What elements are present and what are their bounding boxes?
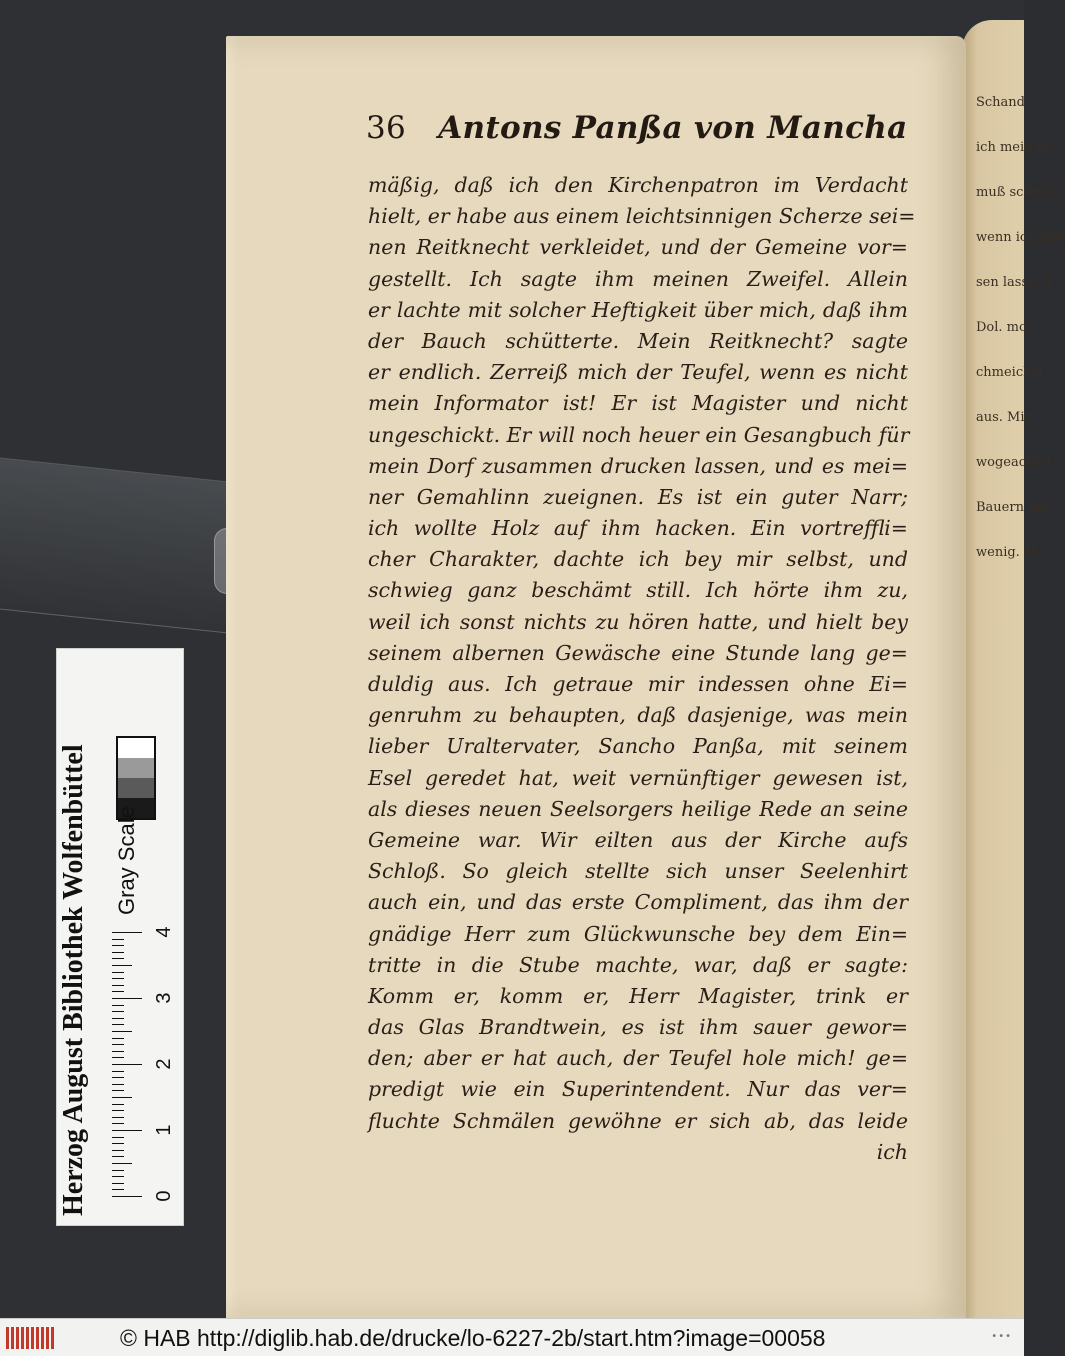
ruler-tick [112,1170,124,1171]
text-line: der Bauch schütterte. Mein Reitknecht? sagte [368,328,908,353]
ruler-tick [112,1077,124,1078]
running-title: Antons Panßa von Mancha [438,110,908,146]
ruler-tick [112,965,132,966]
text-line: gnädige Herr zum Glückwunsche bey dem Ein= [368,921,908,946]
text-line: duldig aus. Ich getraue mir indessen ohne Ei= [368,672,908,696]
facing-fragment: Dol. mot [976,320,1033,335]
page-number: 36 [366,110,407,146]
ruler-tick [112,945,124,946]
text-line: nen Reitknecht verkleidet, und der Gemeine vor= [368,235,908,260]
facing-fragment: sen lasse, d [976,275,1053,290]
text-line: Gemeine war. Wir eilten aus der Kirche aufs [368,827,908,852]
ruler-tick [112,1183,124,1184]
text-line: lieber Uraltervater, Sancho Panßa, mit seinem [368,734,908,759]
facing-fragment: Bauern als [976,500,1047,515]
page-body-text [368,170,916,1168]
ruler-number: 3 [153,992,175,1004]
text-line: auch ein, und das erste Compliment, das ihm der [368,890,908,915]
text-line: er endlich. Zerreiß mich der Teufel, wenn es nicht [368,360,908,385]
ruler-tick [112,1084,124,1085]
text-line: mein Informator ist! Er ist Magister und nicht [368,391,908,416]
hab-logo-icon [6,1327,106,1349]
facing-fragment: wogeachtet [976,455,1053,470]
ruler-tick [112,1071,124,1072]
ruler-tick [112,1110,124,1111]
text-line: Schloß. So gleich stellte sich unser Seelenhirt [368,859,908,884]
gauge-title: Herzog August Bibliothek Wolfenbüttel [58,744,89,1216]
text-line: genruhm zu behaupten, daß dasjenige, was mein [368,703,908,728]
ruler-tick [112,1057,124,1058]
ruler-tick [112,1189,124,1190]
ruler-tick [112,1196,142,1197]
text-line: predigt wie ein Superintendent. Nur das ver= [368,1077,908,1102]
gray-scale-label: Gray Scale [114,806,139,915]
text-line: mäßig, daß ich den Kirchenpatron im Verdacht [368,173,908,197]
text-line: er lachte mit solcher Heftigkeit über mich, daß ihm [368,297,908,322]
ruler-tick [112,1143,124,1144]
text-line: seinem albernen Gewäsche eine Stunde lang ge= [368,640,908,665]
text-line: tritte in die Stube machte, war, daß er sagte: [368,952,908,977]
ruler-tick [112,1117,124,1118]
ruler-tick [112,939,124,940]
ruler-tick [112,1011,124,1012]
ruler-tick [112,1005,124,1006]
book-stand-glass [0,457,238,634]
ruler-tick [112,1064,142,1065]
cm-ruler [112,920,175,1202]
ruler-tick [112,1031,132,1032]
running-header [366,110,926,160]
ruler-tick [112,1156,124,1157]
ruler-tick [112,1024,124,1025]
text-line: weil ich sonst nichts zu hören hatte, und hielt bey [368,609,908,634]
ruler-tick [112,1044,124,1045]
ruler-tick [112,932,142,933]
facing-page-fragments [976,80,1065,575]
text-line: schwieg ganz beschämt still. Ich hörte ihm zu, [368,578,908,603]
text-line: als dieses neuen Seelsorgers heilige Rede an seine [368,796,908,821]
ruler-tick [112,1097,132,1098]
ruler-tick [112,1018,124,1019]
facing-fragment: aus. Mir [976,410,1031,425]
ruler-tick [112,1150,124,1151]
text-line: fluchte Schmälen gewöhne er sich ab, das leide [368,1108,908,1133]
text-line: ner Gemahlinn zueignen. Es ist ein guter Narr; [368,484,908,509]
facing-fragment: ich mein Sc [976,140,1053,155]
text-line: ungeschickt. Er will noch heuer ein Gesangbuch für [368,422,910,447]
ruler-tick [112,1137,124,1138]
text-line: das Glas Brandtwein, es ist ihm sauer gewor= [368,1015,908,1040]
ruler-tick [112,991,124,992]
ruler-tick [112,952,124,953]
text-line: den; aber er hat auch, der Teufel hole mich! ge= [368,1046,908,1071]
ruler-tick [112,972,124,973]
text-line: Esel geredet hat, weit vernünftiger gewesen ist, [368,765,908,790]
ruler-tick [112,1123,124,1124]
ruler-tick [112,985,124,986]
text-line: ich wollte Holz auf ihm hacken. Ein vortreffli= [368,516,908,541]
ruler-tick [112,1090,124,1091]
ruler-tick [112,1038,124,1039]
ruler-tick [112,1163,132,1164]
ruler-number: 0 [153,1190,175,1202]
ruler-tick [112,1051,124,1052]
text-line: mein Dorf zusammen drucken lassen, und es mei= [368,453,908,478]
facing-fragment: wenig. M [976,545,1038,560]
facing-fragment: Schand [976,95,1026,110]
ruler-tick [112,1176,124,1177]
facing-fragment: chmeichel [976,365,1044,380]
ruler-number: 2 [153,1058,175,1070]
ruler-tick [112,978,124,979]
more-icon[interactable]: ••• [991,1331,1012,1342]
ruler-number: 4 [153,926,175,938]
text-line: Komm er, komm er, Herr Magister, trink er [368,983,908,1008]
ruler-tick [112,958,124,959]
text-line: gestellt. Ich sagte ihm meinen Zweifel. Allein [368,266,908,291]
facing-fragment: wenn ich ihm [976,230,1065,245]
facing-fragment: muß schmält [976,185,1062,200]
text-line: hielt, er habe aus einem leichtsinnigen Scherze sei= [368,204,916,229]
ruler-tick [112,998,142,999]
copyright-url[interactable]: © HAB http://diglib.hab.de/drucke/lo-6227-2b/start.htm?image=00058 [120,1325,826,1351]
ruler-tick [112,1104,124,1105]
catchword: ich [876,1139,908,1164]
viewer-footer [0,1318,1024,1356]
ruler-number: 1 [153,1124,175,1136]
ruler-tick [112,1130,142,1131]
text-line: cher Charakter, dachte ich bey mir selbst, und [368,547,908,572]
